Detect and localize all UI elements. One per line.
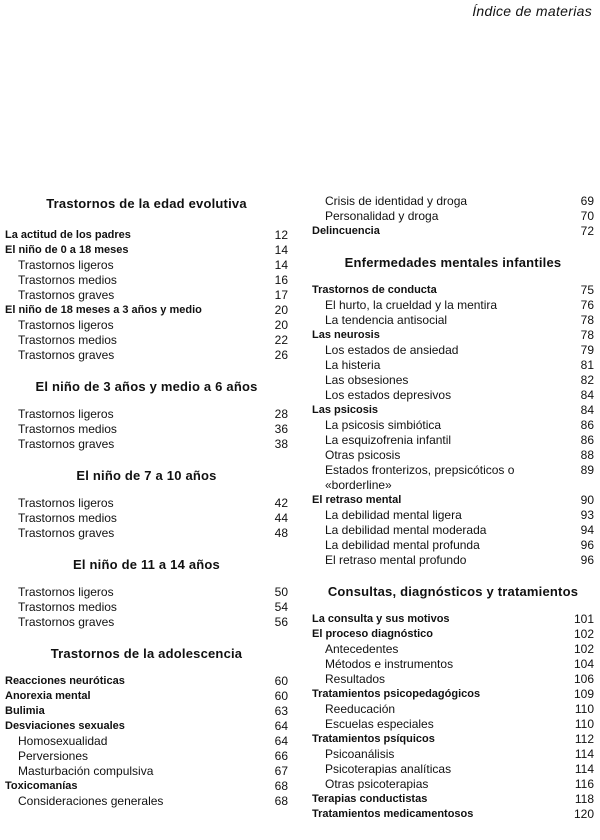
toc-entry-page-number: 54	[274, 600, 288, 614]
toc-entry-page-number: 102	[573, 627, 594, 641]
toc-entry-page-number: 93	[580, 508, 594, 522]
toc-entry-title: Los estados de ansiedad	[325, 343, 459, 357]
toc-entry-escuelas-especiales	[312, 717, 594, 732]
toc-entry-tratamientos-medicamentosos	[312, 807, 594, 822]
toc-entry-title: Trastornos graves	[18, 348, 115, 362]
toc-entry-title: El proceso diagnóstico	[312, 628, 434, 640]
toc-entry-page-number: 68	[274, 794, 288, 808]
section-gap	[312, 568, 594, 582]
toc-entry-title: Escuelas especiales	[325, 717, 434, 731]
toc-entry-title: Trastornos ligeros	[18, 258, 114, 272]
toc-entry-title: La debilidad mental moderada	[325, 523, 487, 537]
section-gap	[5, 363, 288, 377]
toc-entry-reacciones-neuroticas	[5, 674, 288, 689]
toc-entry-title: La debilidad mental ligera	[325, 508, 462, 522]
toc-entry-page-number: 120	[573, 807, 594, 821]
section-gap	[5, 630, 288, 644]
toc-entry-page-number: 66	[274, 749, 288, 763]
toc-entry-trastornos-medios	[5, 422, 288, 437]
toc-entry-page-number: 102	[573, 642, 594, 656]
section-title-el-nino-de-3-anos-y-medio-a-6-anos: El niño de 3 años y medio a 6 años	[35, 379, 258, 394]
toc-entry-page-number: 69	[580, 194, 594, 208]
toc-entry-anorexia-mental	[5, 689, 288, 704]
toc-entry-title: Trastornos de conducta	[312, 284, 437, 296]
toc-entry-title: Trastornos medios	[18, 511, 117, 525]
toc-entry-page-number: 82	[580, 373, 594, 387]
toc-entry-trastornos-ligeros	[5, 496, 288, 511]
toc-entry-antecedentes	[312, 642, 594, 657]
toc-entry-page-number: 64	[274, 734, 288, 748]
toc-entry-la-debilidad-mental-profunda	[312, 538, 594, 553]
toc-entry-title: Trastornos medios	[18, 273, 117, 287]
toc-entry-title: Métodos e instrumentos	[325, 657, 454, 671]
toc-entry-page-number: 14	[274, 258, 288, 272]
toc-entry-page-number: 86	[580, 418, 594, 432]
toc-entry-page-number: 109	[573, 687, 594, 701]
toc-entry-los-estados-depresivos	[312, 388, 594, 403]
toc-entry-page-number: 114	[574, 747, 594, 761]
toc-entry-page-number: 20	[274, 318, 288, 332]
toc-entry-page-number: 112	[574, 732, 594, 746]
toc-entry-title: Anorexia mental	[5, 690, 91, 702]
toc-entry-psicoanalisis	[312, 747, 594, 762]
toc-entry-title: Trastornos medios	[18, 333, 117, 347]
toc-entry-title: Toxicomanías	[5, 780, 78, 792]
toc-entry-title: Tratamientos psíquicos	[312, 733, 435, 745]
toc-entry-title: El niño de 18 meses a 3 años y medio	[5, 304, 202, 316]
toc-entry-page-number: 110	[574, 702, 594, 716]
toc-entry-la-actitud-de-los-padres	[5, 228, 288, 243]
toc-entry-title: La psicosis simbiótica	[325, 418, 442, 432]
toc-entry-title: Homosexualidad	[18, 734, 108, 748]
toc-entry-page-number: 67	[274, 764, 288, 778]
section-title-el-nino-de-11-a-14-anos: El niño de 11 a 14 años	[73, 557, 220, 572]
toc-entry-trastornos-ligeros	[5, 318, 288, 333]
toc-entry-title: Trastornos graves	[18, 437, 115, 451]
toc-entry-page-number: 89	[580, 463, 594, 477]
toc-entry-page-number: 50	[274, 585, 288, 599]
toc-entry-page-number: 36	[274, 422, 288, 436]
toc-entry-title: Consideraciones generales	[18, 794, 164, 808]
toc-entry-title: Bulimia	[5, 705, 45, 717]
toc-entry-title: Tratamientos medicamentosos	[312, 808, 474, 820]
toc-entry-trastornos-ligeros	[5, 407, 288, 422]
toc-entry-title: Masturbación compulsiva	[18, 764, 154, 778]
toc-entry-reeducacion	[312, 702, 594, 717]
toc-entry-page-number: 116	[574, 777, 594, 791]
toc-entry-trastornos-ligeros	[5, 585, 288, 600]
running-header: Índice de materias	[472, 3, 592, 19]
toc-entry-title: Las psicosis	[312, 404, 379, 416]
toc-entry-page-number: 88	[580, 448, 594, 462]
toc-entry-psicoterapias-analiticas	[312, 762, 594, 777]
toc-entry-title: Trastornos graves	[18, 615, 115, 629]
toc-entry-page-number: 110	[574, 717, 594, 731]
toc-entry-title: Crisis de identidad y droga	[325, 194, 468, 208]
toc-entry-title: El retraso mental profundo	[325, 553, 467, 567]
toc-entry-title: El hurto, la crueldad y la mentira	[325, 298, 498, 312]
toc-entry-title: Delincuencia	[312, 225, 380, 237]
toc-entry-la-histeria	[312, 358, 594, 373]
toc-entry-trastornos-medios	[5, 333, 288, 348]
toc-entry-title: Terapias conductistas	[312, 793, 428, 805]
toc-entry-la-tendencia-antisocial	[312, 313, 594, 328]
section-title-trastornos-de-la-edad-evolutiva: Trastornos de la edad evolutiva	[46, 196, 247, 211]
toc-entry-title: Las obsesiones	[325, 373, 409, 387]
toc-entry-title: Trastornos graves	[18, 288, 115, 302]
toc-entry-page-number: 48	[274, 526, 288, 540]
toc-entry-metodos-e-instrumentos	[312, 657, 594, 672]
section-title-consultas-diagnosticos-y-tratamientos: Consultas, diagnósticos y tratamientos	[327, 584, 579, 599]
toc-entry-title: Psicoterapias analíticas	[325, 762, 452, 776]
toc-entry-page-number: 94	[580, 523, 594, 537]
toc-entry-page-number: 84	[580, 403, 594, 417]
toc-entry-bulimia	[5, 704, 288, 719]
toc-entry-el-retraso-mental-profundo	[312, 553, 594, 568]
toc-entry-title: Trastornos ligeros	[18, 318, 114, 332]
toc-entry-page-number: 60	[274, 674, 288, 688]
toc-entry-page-number: 96	[580, 538, 594, 552]
toc-entry-delincuencia	[312, 224, 594, 239]
toc-entry-page-number: 78	[580, 313, 594, 327]
toc-entry-page-number: 28	[274, 407, 288, 421]
toc-entry-page-number: 104	[573, 657, 594, 671]
toc-entry-page-number: 79	[580, 343, 594, 357]
toc-entry-page-number: 17	[274, 288, 288, 302]
toc-entry-page-number: 63	[274, 704, 288, 718]
toc-entry-page-number: 44	[274, 511, 288, 525]
toc-entry-page-number: 70	[580, 209, 594, 223]
toc-entry-otras-psicosis	[312, 448, 594, 463]
toc-entry-trastornos-graves	[5, 437, 288, 452]
toc-entry-las-psicosis	[312, 403, 594, 418]
toc-entry-title: Antecedentes	[325, 642, 399, 656]
toc-entry-title: Trastornos ligeros	[18, 496, 114, 510]
toc-entry-page-number: 42	[274, 496, 288, 510]
toc-entry-title: Estados fronterizos, prepsicóticos o «borderline»	[325, 463, 515, 492]
toc-entry-title: Perversiones	[18, 749, 89, 763]
toc-entry-masturbacion-compulsiva	[5, 764, 288, 779]
toc-entry-title: Reeducación	[325, 702, 396, 716]
toc-entry-trastornos-graves	[5, 526, 288, 541]
toc-entry-trastornos-medios	[5, 600, 288, 615]
toc-entry-title: Trastornos ligeros	[18, 407, 114, 421]
toc-left-column	[5, 194, 288, 809]
toc-entry-trastornos-ligeros	[5, 258, 288, 273]
section-title-trastornos-de-la-adolescencia: Trastornos de la adolescencia	[50, 646, 243, 661]
toc-entry-terapias-conductistas	[312, 792, 594, 807]
toc-entry-page-number: 22	[274, 333, 288, 347]
toc-entry-title: La debilidad mental profunda	[325, 538, 480, 552]
toc-entry-page-number: 68	[274, 779, 288, 793]
toc-entry-page-number: 75	[580, 283, 594, 297]
section-title-enfermedades-mentales-infantiles: Enfermedades mentales infantiles	[344, 255, 562, 270]
toc-entry-el-nino-de-0-a-18-meses	[5, 243, 288, 258]
toc-entry-trastornos-graves	[5, 615, 288, 630]
toc-entry-page-number: 106	[573, 672, 594, 686]
toc-entry-page-number: 84	[580, 388, 594, 402]
toc-entry-la-debilidad-mental-ligera	[312, 508, 594, 523]
toc-entry-trastornos-de-conducta	[312, 283, 594, 298]
toc-entry-title: Psicoanálisis	[325, 747, 395, 761]
toc-entry-trastornos-medios	[5, 273, 288, 288]
toc-entry-estados-fronterizos-prepsicoticos-o-borderline	[312, 463, 594, 493]
toc-entry-la-psicosis-simbiotica	[312, 418, 594, 433]
toc-entry-page-number: 64	[274, 719, 288, 733]
toc-entry-las-neurosis	[312, 328, 594, 343]
toc-entry-los-estados-de-ansiedad	[312, 343, 594, 358]
toc-entry-tratamientos-psiquicos	[312, 732, 594, 747]
toc-entry-title: Trastornos medios	[18, 600, 117, 614]
toc-entry-title: Otras psicoterapias	[325, 777, 429, 791]
toc-entry-el-proceso-diagnostico	[312, 627, 594, 642]
toc-entry-title: Desviaciones sexuales	[5, 720, 125, 732]
toc-entry-title: Reacciones neuróticas	[5, 675, 125, 687]
toc-entry-otras-psicoterapias	[312, 777, 594, 792]
toc-entry-page-number: 26	[274, 348, 288, 362]
toc-entry-title: Las neurosis	[312, 329, 380, 341]
toc-entry-desviaciones-sexuales	[5, 719, 288, 734]
toc-entry-title: El niño de 0 a 18 meses	[5, 244, 129, 256]
toc-entry-page-number: 20	[274, 303, 288, 317]
toc-entry-trastornos-medios	[5, 511, 288, 526]
toc-entry-page-number: 81	[580, 358, 594, 372]
toc-entry-page-number: 90	[580, 493, 594, 507]
section-title-el-nino-de-7-a-10-anos: El niño de 7 a 10 años	[76, 468, 217, 483]
toc-entry-page-number: 96	[580, 553, 594, 567]
toc-entry-page-number: 76	[580, 298, 594, 312]
toc-entry-page-number: 101	[573, 612, 594, 626]
toc-entry-el-nino-de-18-meses-a-3-anos-y-medio	[5, 303, 288, 318]
toc-entry-title: El retraso mental	[312, 494, 402, 506]
toc-entry-page-number: 56	[274, 615, 288, 629]
toc-entry-page-number: 86	[580, 433, 594, 447]
toc-entry-page-number: 114	[574, 762, 594, 776]
toc-right-column	[312, 194, 594, 822]
toc-entry-page-number: 118	[574, 792, 594, 806]
toc-entry-resultados	[312, 672, 594, 687]
toc-entry-el-hurto-la-crueldad-y-la-mentira	[312, 298, 594, 313]
toc-entry-title: Los estados depresivos	[325, 388, 452, 402]
toc-entry-consideraciones-generales	[5, 794, 288, 809]
toc-entry-las-obsesiones	[312, 373, 594, 388]
toc-entry-toxicomanias	[5, 779, 288, 794]
toc-entry-page-number: 12	[274, 228, 288, 242]
toc-entry-title: La esquizofrenia infantil	[325, 433, 452, 447]
toc-entry-trastornos-graves	[5, 348, 288, 363]
section-gap	[5, 452, 288, 466]
toc-entry-title: Trastornos graves	[18, 526, 115, 540]
toc-entry-title: Tratamientos psicopedagógicos	[312, 688, 481, 700]
toc-entry-title: Resultados	[325, 672, 386, 686]
toc-entry-homosexualidad	[5, 734, 288, 749]
toc-entry-page-number: 72	[580, 224, 594, 238]
toc-entry-la-debilidad-mental-moderada	[312, 523, 594, 538]
toc-entry-crisis-de-identidad-y-droga	[312, 194, 594, 209]
toc-entry-title: Otras psicosis	[325, 448, 401, 462]
toc-entry-title: Personalidad y droga	[325, 209, 439, 223]
toc-entry-title: La tendencia antisocial	[325, 313, 448, 327]
toc-entry-title: La histeria	[325, 358, 381, 372]
toc-entry-la-esquizofrenia-infantil	[312, 433, 594, 448]
toc-entry-la-consulta-y-sus-motivos	[312, 612, 594, 627]
toc-entry-title: Trastornos medios	[18, 422, 117, 436]
section-gap	[5, 541, 288, 555]
toc-entry-tratamientos-psicopedagogicos	[312, 687, 594, 702]
toc-entry-el-retraso-mental	[312, 493, 594, 508]
toc-entry-page-number: 60	[274, 689, 288, 703]
toc-entry-page-number: 38	[274, 437, 288, 451]
section-gap	[312, 239, 594, 253]
toc-entry-title: La consulta y sus motivos	[312, 613, 450, 625]
toc-entry-page-number: 78	[580, 328, 594, 342]
toc-entry-title: Trastornos ligeros	[18, 585, 114, 599]
toc-entry-trastornos-graves	[5, 288, 288, 303]
toc-entry-title: La actitud de los padres	[5, 229, 131, 241]
toc-entry-perversiones	[5, 749, 288, 764]
toc-entry-page-number: 14	[274, 243, 288, 257]
toc-entry-personalidad-y-droga	[312, 209, 594, 224]
toc-entry-page-number: 16	[274, 273, 288, 287]
